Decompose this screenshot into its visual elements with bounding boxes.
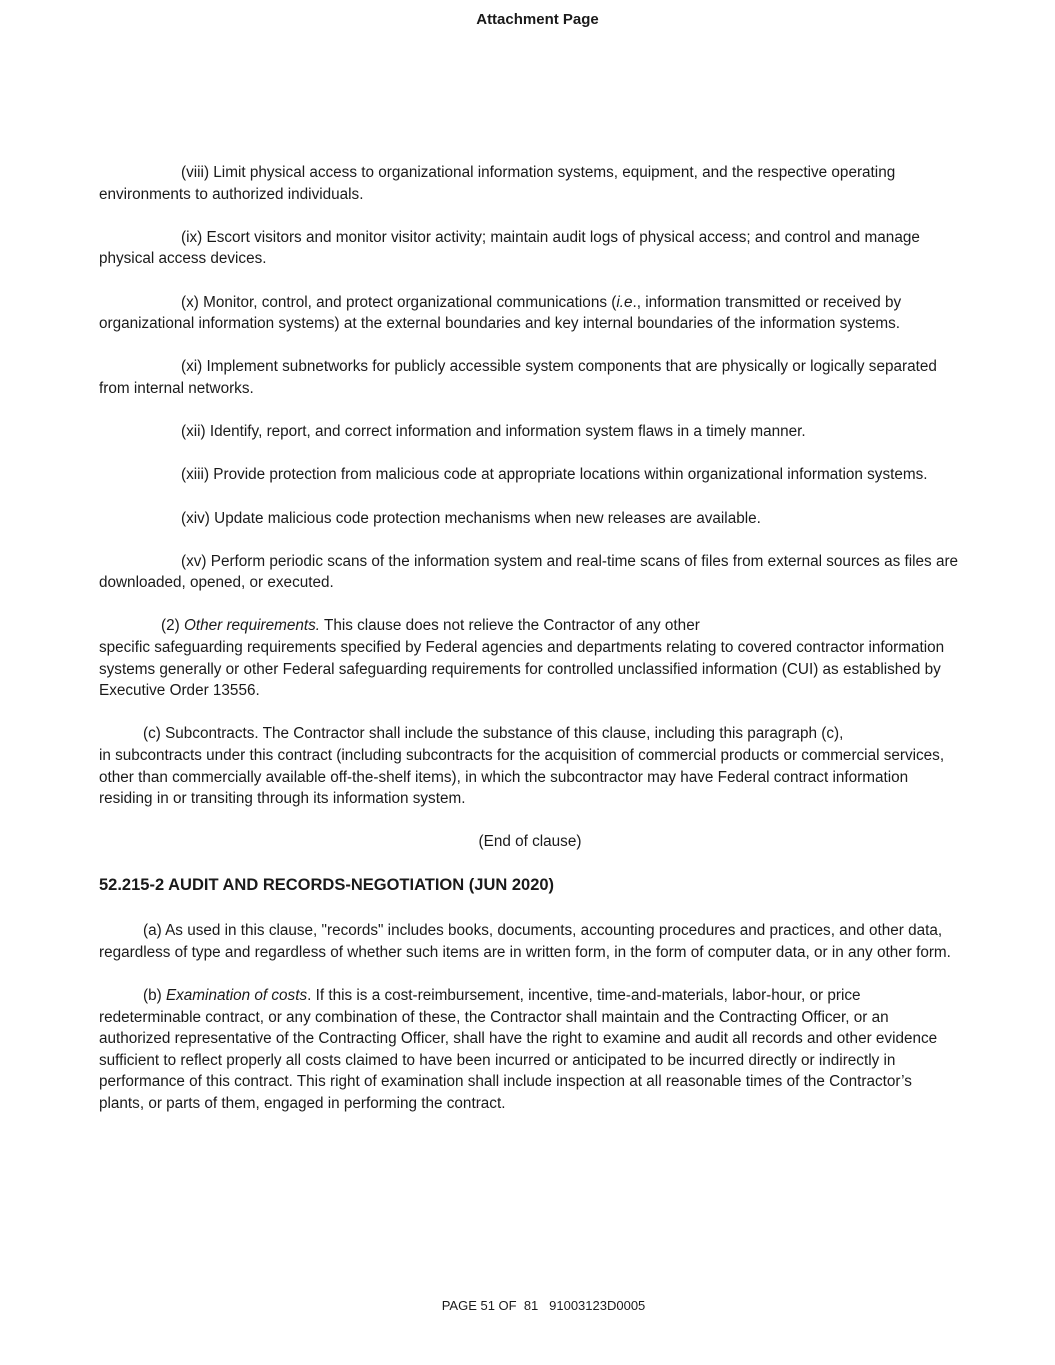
end-of-clause: (End of clause) (478, 833, 582, 851)
item-text: Implement subnetworks for publicly accessible system components that are physically or logically separated from internal networks. (99, 358, 937, 397)
document-body (99, 162, 961, 1136)
requirement-item-xi (99, 356, 961, 399)
paragraph-label: (2) (161, 617, 180, 635)
paragraph-rest: in subcontracts under this contract (including subcontracts for the acquisition of commercial products or commercial services, other than commercially available off-the-shelf items), in which the subcontractor may have Federal contract information residing in or transiting through its information system. (99, 747, 945, 808)
section-paragraph-a: (a) As used in this clause, "records" includes books, documents, accounting procedures and practices, and other data, regardless of type and regardless of whether such items are in written form, in the form of computer data, or in any other form. (99, 922, 951, 961)
item-label: (viii) (181, 164, 210, 181)
item-label: (xiii) (181, 466, 210, 484)
item-text-after: ., information transmitted or received by organizational information systems) at the external boundaries and key internal boundaries of the information systems. (99, 293, 902, 333)
requirement-item-xiv (99, 508, 961, 530)
page-number: PAGE 51 OF 81 (441, 1298, 539, 1313)
item-label: (x) (181, 293, 199, 311)
requirement-item-viii (99, 162, 961, 205)
paragraph-first-line: The Contractor shall include the substance of this clause, including this paragraph (c), (262, 725, 844, 743)
other-requirements-first-line (99, 615, 961, 637)
paragraph-label: (c) Subcontracts. (143, 725, 259, 743)
item-text: Monitor, control, and protect organizational communications ( (203, 293, 617, 311)
paragraph-rest: specific safeguarding requirements specified by Federal agencies and departments relating to covered contractor information systems generally or other Federal safeguarding requirements for controlled unclassified information (CUI) as established by Executive Order 13556. (99, 639, 945, 700)
item-label: (xiv) (181, 509, 210, 527)
item-text: Escort visitors and monitor visitor activity; maintain audit logs of physical access; and control and manage physical access devices. (99, 228, 920, 268)
item-label: (xi) (181, 358, 203, 376)
requirement-item-xiii (99, 464, 961, 486)
requirement-item-x (99, 292, 961, 335)
item-text: Limit physical access to organizational information systems, equipment, and the respective operating environments to authorized individuals. (99, 164, 896, 203)
item-label: (xv) (181, 552, 207, 570)
section-heading: 52.215-2 AUDIT AND RECORDS-NEGOTIATION (JUN 2020) (99, 875, 555, 894)
paragraph-title: Other requirements. (183, 617, 320, 635)
document-id: 91003123D0005 (549, 1298, 646, 1313)
subcontracts-first-line (99, 723, 961, 745)
requirement-item-ix (99, 227, 961, 270)
requirement-item-xii (99, 421, 961, 443)
other-requirements-paragraph (99, 615, 961, 701)
subcontracts-paragraph (99, 723, 961, 809)
page-footer (0, 1298, 1055, 1313)
item-label: (ix) (181, 228, 203, 246)
section-paragraph-b (99, 985, 961, 1115)
item-text: Update malicious code protection mechanisms when new releases are available. (214, 509, 761, 527)
paragraph-label: (b) (143, 986, 162, 1004)
item-text: Perform periodic scans of the information system and real-time scans of files from external sources as files are downloaded, opened, or executed. (99, 552, 959, 592)
item-text: Identify, report, and correct information and information system flaws in a timely manner. (209, 423, 806, 441)
paragraph-text: . If this is a cost-reimbursement, incentive, time-and-materials, labor-hour, or price redeterminable contract, or any combination of these, the Contractor shall maintain and the Contracting Officer, or an authorized representative of the Contracting Officer, shall have the right to examine and audit all records and other evidence sufficient to reflect properly all costs claimed to have been incurred or anticipated to be incurred directly or indirectly in performance of this contract. This right of examination shall include inspection at all reasonable times of the Contractor’s plants, or parts of them, engaged in performing the contract. (99, 986, 938, 1112)
requirement-item-xv (99, 551, 961, 594)
item-italic: i.e (616, 293, 633, 311)
attachment-page-title: Attachment Page (476, 11, 599, 28)
item-label: (xii) (181, 423, 206, 441)
paragraph-first-line: This clause does not relieve the Contractor of any other (323, 617, 700, 635)
item-text: Provide protection from malicious code at appropriate locations within organizational information systems. (213, 466, 928, 484)
paragraph-title: Examination of costs (165, 986, 308, 1004)
